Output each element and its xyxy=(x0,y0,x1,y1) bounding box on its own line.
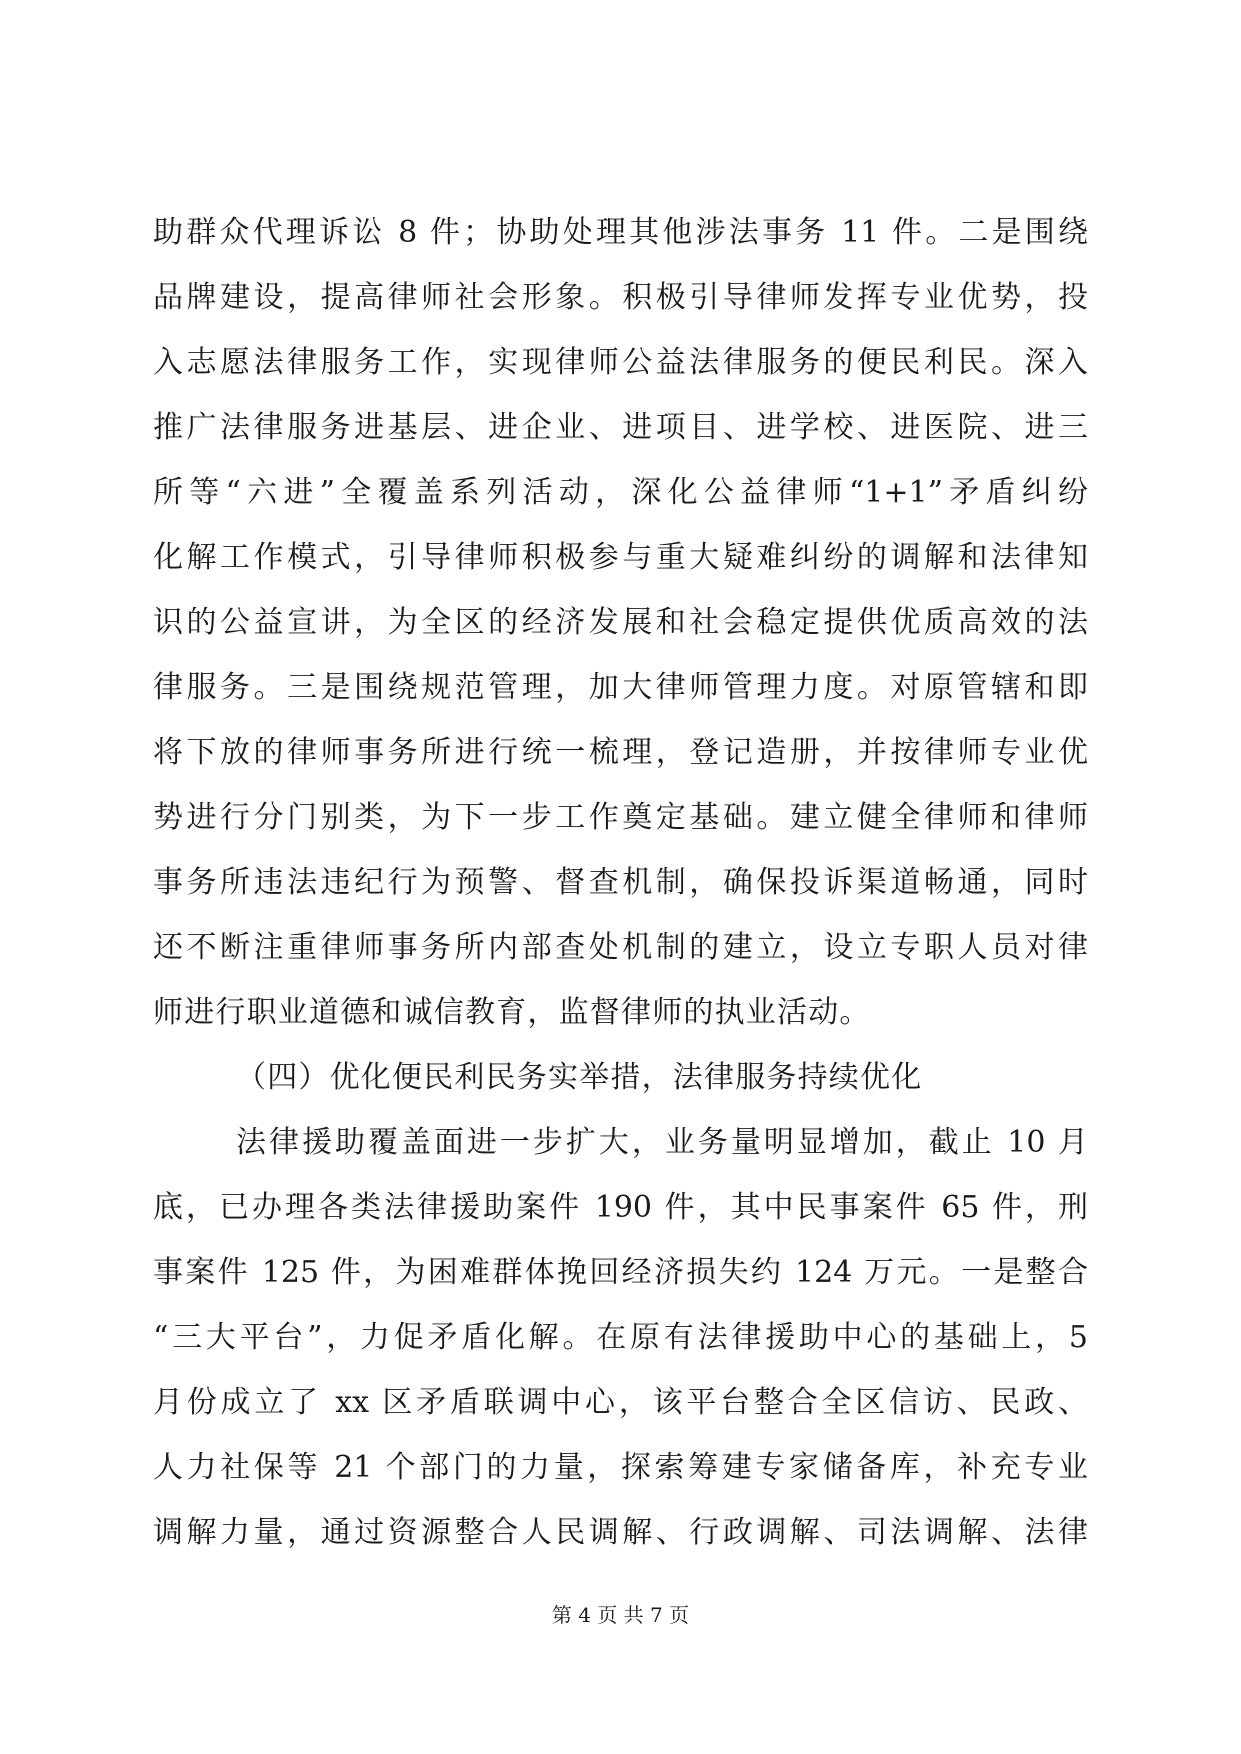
body-line-12: 还不断注重律师事务所内部查处机制的建立，设立专职人员对律 xyxy=(153,930,1088,965)
body-line-21: 调解力量，通过资源整合人民调解、行政调解、司法调解、法律 xyxy=(153,1515,1088,1550)
body-line-7: 识的公益宣讲，为全区的经济发展和社会稳定提供优质高效的法 xyxy=(153,605,1088,640)
body-line-19: 月份成立了 xx 区矛盾联调中心，该平台整合全区信访、民政、 xyxy=(153,1385,1088,1420)
body-line-4: 推广法律服务进基层、进企业、进项目、进学校、进医院、进三 xyxy=(153,410,1088,445)
body-line-20: 人力社保等 21 个部门的力量，探索筹建专家储备库，补充专业 xyxy=(153,1450,1088,1485)
body-line-10: 势进行分门别类，为下一步工作奠定基础。建立健全律师和律师 xyxy=(153,800,1088,835)
body-line-1: 助群众代理诉讼 8 件；协助处理其他涉法事务 11 件。二是围绕 xyxy=(153,215,1088,250)
body-line-5: 所等“六进”全覆盖系列活动，深化公益律师“1+1”矛盾纠纷 xyxy=(153,475,1088,510)
body-line-13: 师进行职业道德和诚信教育，监督律师的执业活动。 xyxy=(153,995,871,1030)
body-line-17: 事案件 125 件，为困难群体挽回经济损失约 124 万元。一是整合 xyxy=(153,1255,1088,1290)
body-line-6: 化解工作模式，引导律师积极参与重大疑难纠纷的调解和法律知 xyxy=(153,540,1088,575)
body-line-18: “三大平台”，力促矛盾化解。在原有法律援助中心的基础上，5 xyxy=(153,1320,1088,1355)
body-line-3: 入志愿法律服务工作，实现律师公益法律服务的便民利民。深入 xyxy=(153,345,1088,380)
body-line-15: 法律援助覆盖面进一步扩大，业务量明显增加，截止 10 月 xyxy=(236,1125,1088,1160)
page-number-footer: 第 4 页 共 7 页 xyxy=(551,1603,690,1627)
body-line-8: 律服务。三是围绕规范管理，加大律师管理力度。对原管辖和即 xyxy=(153,670,1088,705)
section-heading: （四）优化便民利民务实举措，法律服务持续优化 xyxy=(236,1060,923,1095)
body-line-9: 将下放的律师事务所进行统一梳理，登记造册，并按律师专业优 xyxy=(153,735,1088,770)
body-line-2: 品牌建设，提高律师社会形象。积极引导律师发挥专业优势，投 xyxy=(153,280,1088,315)
body-line-11: 事务所违法违纪行为预警、督查机制，确保投诉渠道畅通，同时 xyxy=(153,865,1088,900)
body-line-16: 底，已办理各类法律援助案件 190 件，其中民事案件 65 件，刑 xyxy=(153,1190,1088,1225)
